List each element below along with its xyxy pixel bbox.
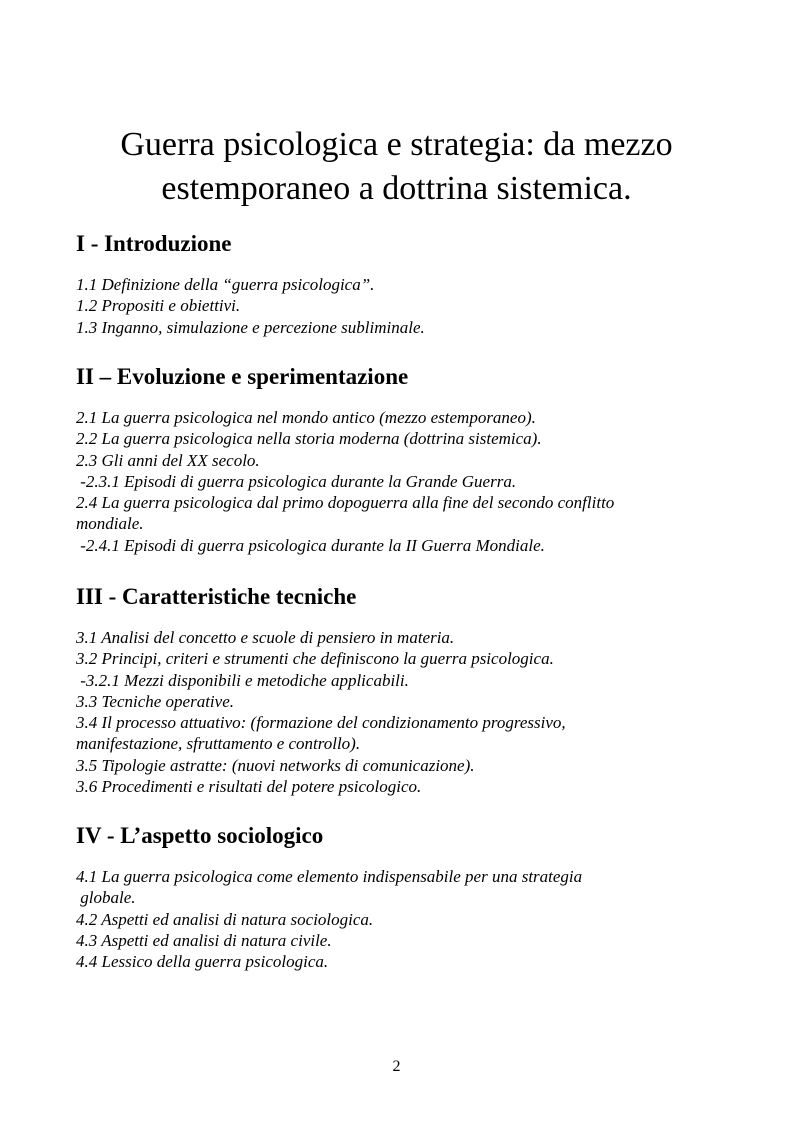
section-item-list xyxy=(76,274,736,338)
list-item: 1.3 Inganno, simulazione e percezione subliminale. xyxy=(76,317,425,337)
title-line-2: estemporaneo a dottrina sistemica. xyxy=(161,170,632,207)
list-item: 1.2 Propositi e obiettivi. xyxy=(76,296,241,316)
list-item: 2.4 La guerra psicologica dal primo dopoguerra alla fine del secondo conflitto xyxy=(76,493,615,513)
list-item: globale. xyxy=(76,888,136,908)
list-item: 4.1 La guerra psicologica come elemento indispensabile per una strategia xyxy=(76,867,583,886)
list-item: 2.2 La guerra psicologica nella storia moderna (dottrina sistemica). xyxy=(76,429,542,449)
section-heading: III - Caratteristiche tecniche xyxy=(76,584,357,609)
section-heading: IV - L’aspetto sociologico xyxy=(76,823,324,848)
list-item: 3.4 Il processo attuativo: (formazione del condizionamento progressivo, xyxy=(76,713,566,733)
list-item: -2.4.1 Episodi di guerra psicologica durante la II Guerra Mondiale. xyxy=(76,535,545,555)
list-item: -2.3.1 Episodi di guerra psicologica durante la Grande Guerra. xyxy=(76,471,517,491)
list-item: 3.3 Tecniche operative. xyxy=(76,691,234,711)
list-item: 3.6 Procedimenti e risultati del potere psicologico. xyxy=(76,777,422,797)
section-item-list xyxy=(76,866,736,972)
list-item: 4.4 Lessico della guerra psicologica. xyxy=(76,952,329,972)
list-item: manifestazione, sfruttamento e controllo). xyxy=(76,734,361,754)
list-item: 3.2 Principi, criteri e strumenti che definiscono la guerra psicologica. xyxy=(76,649,554,669)
section-heading: I - Introduzione xyxy=(76,231,232,256)
list-item: 2.3 Gli anni del XX secolo. xyxy=(76,450,260,470)
section-caratteristiche xyxy=(76,583,736,797)
title-line-1: Guerra psicologica e strategia: da mezzo xyxy=(120,126,673,163)
section-evoluzione xyxy=(76,363,736,556)
list-item: 2.1 La guerra psicologica nel mondo antico (mezzo estemporaneo). xyxy=(76,408,536,427)
list-item: mondiale. xyxy=(76,514,144,534)
page-title xyxy=(0,123,793,211)
section-item-list xyxy=(76,407,736,556)
list-item: 3.5 Tipologie astratte: (nuovi networks di comunicazione). xyxy=(76,755,475,775)
list-item: 3.1 Analisi del concetto e scuole di pensiero in materia. xyxy=(76,628,455,647)
section-heading: II – Evoluzione e sperimentazione xyxy=(76,364,409,389)
section-introduzione xyxy=(76,230,736,338)
list-item: 4.2 Aspetti ed analisi di natura sociologica. xyxy=(76,909,374,929)
section-item-list xyxy=(76,627,736,797)
list-item: -3.2.1 Mezzi disponibili e metodiche applicabili. xyxy=(76,670,409,690)
list-item: 4.3 Aspetti ed analisi di natura civile. xyxy=(76,930,332,950)
list-item: 1.1 Definizione della “guerra psicologica”. xyxy=(76,275,375,294)
page-number: 2 xyxy=(392,1058,401,1075)
section-aspetto-sociologico xyxy=(76,822,736,972)
